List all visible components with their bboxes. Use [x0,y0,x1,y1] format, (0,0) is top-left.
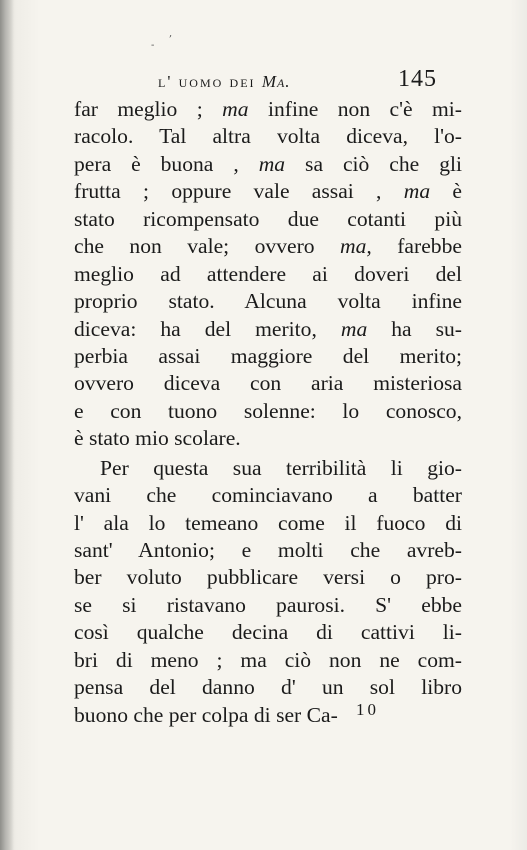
text-run: sa ciò che gli [285,151,462,176]
text-run: è [430,179,463,204]
page-number: 145 [398,66,437,92]
text-line [74,537,462,564]
text-run: ber voluto pubblicare versi o pro- [74,565,462,590]
stray-mark: , [169,28,173,39]
italic-word: ma [258,151,286,176]
text-line [74,455,462,482]
text-line [74,674,462,701]
italic-word: ma [340,316,368,341]
text-line [74,702,462,729]
text-line [74,592,462,619]
text-line [74,233,462,260]
running-head [158,72,291,92]
text-line [74,425,462,452]
italic-word: ma, [340,234,372,259]
italic-word: ma [403,179,431,204]
text-run: farebbe [371,234,462,259]
italic-word: ma [222,97,249,121]
text-run: far meglio ; [74,97,223,121]
text-run: frutta ; oppure vale assai , [74,179,404,204]
text-run: buono che per colpa di ser Ca- [74,702,338,727]
text-run: sant' Antonio; e molti che avreb- [74,538,462,562]
running-head-text: l' uomo dei [158,72,256,91]
text-run: pera è buona , [74,151,259,176]
text-line [74,398,462,425]
text-line [74,96,462,123]
text-run: e con tuono solenne: lo conosco, [74,398,462,423]
text-line [74,647,462,674]
text-run: l' ala lo temeano come il fuoco di [74,510,462,535]
text-run: diceva: ha del merito, [74,316,341,341]
signature-mark: 10 [356,700,379,719]
text-line [74,288,462,315]
running-head-italic: Ma. [261,72,291,91]
text-run: infine non c'è mi- [248,97,462,121]
text-line [74,206,462,233]
text-run: se si ristavano paurosi. S' ebbe [74,592,462,617]
text-line [74,151,462,178]
text-line [74,482,462,509]
text-run: proprio stato. Alcuna volta infine [74,289,462,314]
stray-mark: - [151,40,155,51]
text-run: meglio ad attendere ai doveri del [74,261,462,286]
text-run: pensa del danno d' un sol libro [74,675,462,700]
page-header [158,68,458,98]
text-line [74,123,462,150]
text-run: racolo. Tal altra volta diceva, l'o- [74,124,462,149]
text-run: ovvero diceva con aria misteriosa [74,371,462,396]
text-line [74,343,462,370]
text-line [74,564,462,591]
text-run: è stato mio scolare. [74,426,241,451]
body-text [74,96,462,729]
text-line [74,261,462,288]
text-run: così qualche decina di cattivi li- [74,620,462,645]
text-run: bri di meno ; ma ciò non ne com- [74,647,462,672]
text-line [74,370,462,397]
text-run: ha su- [367,316,463,341]
text-run: perbia assai maggiore del merito; [74,343,462,368]
text-line [74,510,462,537]
text-run: Per questa sua terribilità li gio- [100,455,462,480]
text-line [74,316,462,343]
text-run: che non vale; ovvero [74,234,341,259]
text-run: stato ricompensato due cotanti più [74,206,462,231]
text-line [74,178,462,205]
text-run: vani che cominciavano a batter [74,483,462,508]
page-binding-shadow [0,0,14,850]
text-line [74,619,462,646]
